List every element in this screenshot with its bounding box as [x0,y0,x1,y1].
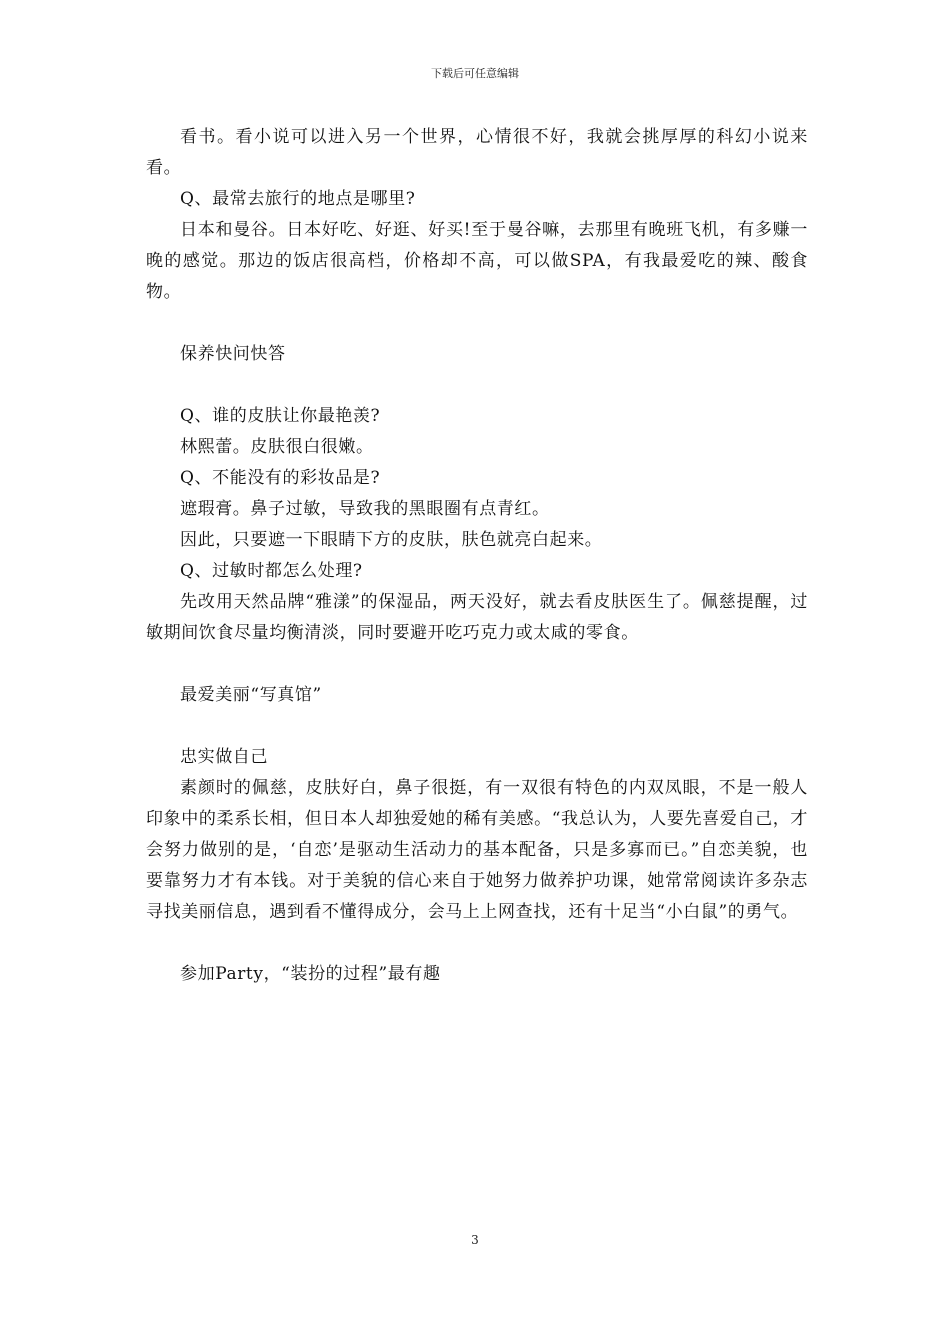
answer-must-have-makeup-cont: 因此，只要遮一下眼睛下方的皮肤，肤色就亮白起来。 [180,530,603,550]
section-heading-photo-studio: 最爱美丽“写真馆” [180,685,322,705]
answer-must-have-makeup: 遮瑕膏。鼻子过敏，导致我的黑眼圈有点青红。 [180,499,550,519]
subheading-party: 参加Party，“装扮的过程”最有趣 [180,964,441,984]
document-body [146,122,808,990]
paragraph-reading: 看书。看小说可以进入另一个世界，心情很不好，我就会挑厚厚的科幻小说来看。 [146,127,808,178]
question-envy-skin: Q、谁的皮肤让你最艳羡? [180,406,381,426]
question-travel: Q、最常去旅行的地点是哪里? [180,189,416,209]
paragraph-bare-face: 素颜时的佩慈，皮肤好白，鼻子很挺，有一双很有特色的内双凤眼，不是一般人印象中的柔系长相，但日本人却独爱她的稀有美感。“我总认为，人要先喜爱自己，才会努力做别的是，‘自恋’是驱动生活动力的基本配备，只是多寡而已。”自恋美貌，也要靠努力才有本钱。对于美貌的信心来自于她努力做养护功课，她常常阅读许多杂志寻找美丽信息，遇到看不懂得成分，会马上上网查找，还有十足当“小白鼠”的勇气。 [146,778,808,922]
subheading-be-yourself: 忠实做自己 [180,747,268,767]
answer-travel: 日本和曼谷。日本好吃、好逛、好买!至于曼谷嘛，去那里有晚班飞机，有多赚一晚的感觉。那边的饭店很高档，价格却不高，可以做SPA，有我最爱吃的辣、酸食物。 [146,220,808,302]
answer-envy-skin: 林熙蕾。皮肤很白很嫩。 [180,437,374,457]
question-allergy: Q、过敏时都怎么处理? [180,561,363,581]
section-heading-skincare-qa: 保养快问快答 [180,344,286,364]
page-header: 下载后可任意编辑 [431,67,519,80]
question-must-have-makeup: Q、不能没有的彩妆品是? [180,468,381,488]
answer-allergy: 先改用天然品牌“雅漾”的保湿品，两天没好，就去看皮肤医生了。佩慈提醒，过敏期间饮食尽量均衡清淡，同时要避开吃巧克力或太咸的零食。 [146,592,808,643]
page-number: 3 [471,1233,479,1247]
